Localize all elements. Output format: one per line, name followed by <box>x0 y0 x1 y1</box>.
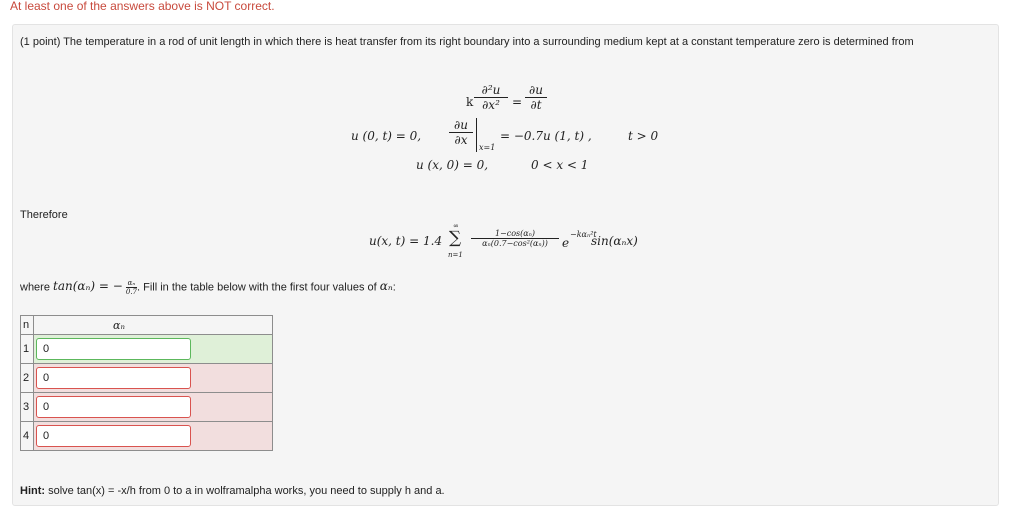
sum-upper: ∞ <box>453 222 459 230</box>
solution-lhs: u(x, t) = 1.4 <box>369 234 443 248</box>
pde-right-numerator: ∂u <box>529 83 543 97</box>
answer-status-alert: At least one of the answers above is NOT correct. <box>10 0 275 13</box>
answer-cell <box>34 364 273 393</box>
where-suffix: . Fill in the table below with the first four values of <box>137 281 377 294</box>
therefore-label: Therefore <box>20 209 68 221</box>
table-row <box>21 364 273 393</box>
hint <box>20 485 445 497</box>
solution-fraction <box>471 229 559 248</box>
alpha-1-input[interactable] <box>36 338 191 360</box>
hint-text: solve tan(x) = -x/h from 0 to a in wolframalpha works, you need to supply h and a. <box>48 485 445 497</box>
where-prefix: where <box>20 281 50 294</box>
colon: : <box>392 281 396 294</box>
pde-left-fraction <box>474 83 508 112</box>
problem-panel <box>12 24 999 506</box>
table-row <box>21 335 273 364</box>
sum-symbol: ∑ <box>449 228 462 248</box>
table-row <box>21 393 273 422</box>
exp-power: −kαₙ²t <box>570 230 597 239</box>
pde-right-fraction <box>525 83 547 112</box>
sum-lower: n=1 <box>448 251 463 259</box>
tan-fraction <box>126 279 137 296</box>
x-condition: 0 < x < 1 <box>531 158 589 172</box>
solution-denominator: αₙ(0.7−cos²(αₙ)) <box>482 239 548 248</box>
row-index: 2 <box>21 364 34 393</box>
solution-sine: sin(αₙx) <box>591 234 638 248</box>
initial-condition: u (x, 0) = 0, <box>416 158 489 172</box>
problem-intro: (1 point) The temperature in a rod of unit length in which there is heat transfer from its right boundary into a surrounding medium kept at a constant temperature zero is determined from <box>20 36 914 48</box>
table-row <box>21 422 273 451</box>
alpha-3-input[interactable] <box>36 396 191 418</box>
tan-denominator: 0.7 <box>125 288 138 296</box>
bc-right: = −0.7u (1, t) , <box>500 129 592 143</box>
bc-subscript: x=1 <box>479 143 496 152</box>
exp-base: e <box>562 236 570 250</box>
pde-k: k <box>466 95 474 109</box>
pde-equals: = <box>512 95 523 109</box>
bc-eval-bar <box>476 118 477 152</box>
row-index: 1 <box>21 335 34 364</box>
t-condition: t > 0 <box>628 129 659 143</box>
answer-table <box>20 315 273 451</box>
header-alpha: αₙ <box>34 316 273 335</box>
bc-numerator: ∂u <box>454 118 468 132</box>
answer-cell <box>34 393 273 422</box>
tan-numerator: αₙ <box>127 279 136 287</box>
table-header <box>21 316 273 335</box>
answer-cell <box>34 422 273 451</box>
where-line <box>20 279 396 296</box>
row-index: 3 <box>21 393 34 422</box>
alpha-2-input[interactable] <box>36 367 191 389</box>
header-n: n <box>21 316 34 335</box>
bc-left: u (0, t) = 0, <box>351 129 422 143</box>
pde-right-denominator: ∂t <box>530 98 542 112</box>
tan-expression: tan(αₙ) = − <box>53 279 123 294</box>
bc-fraction <box>449 118 473 147</box>
solution-numerator: 1−cos(αₙ) <box>494 229 536 238</box>
answer-cell <box>34 335 273 364</box>
alpha-n-symbol: αₙ <box>379 279 393 294</box>
hint-label: Hint: <box>20 485 46 497</box>
alpha-4-input[interactable] <box>36 425 191 447</box>
bc-denominator: ∂x <box>454 133 468 147</box>
row-index: 4 <box>21 422 34 451</box>
pde-left-numerator: ∂²u <box>481 83 501 97</box>
pde-left-denominator: ∂x² <box>482 98 500 112</box>
